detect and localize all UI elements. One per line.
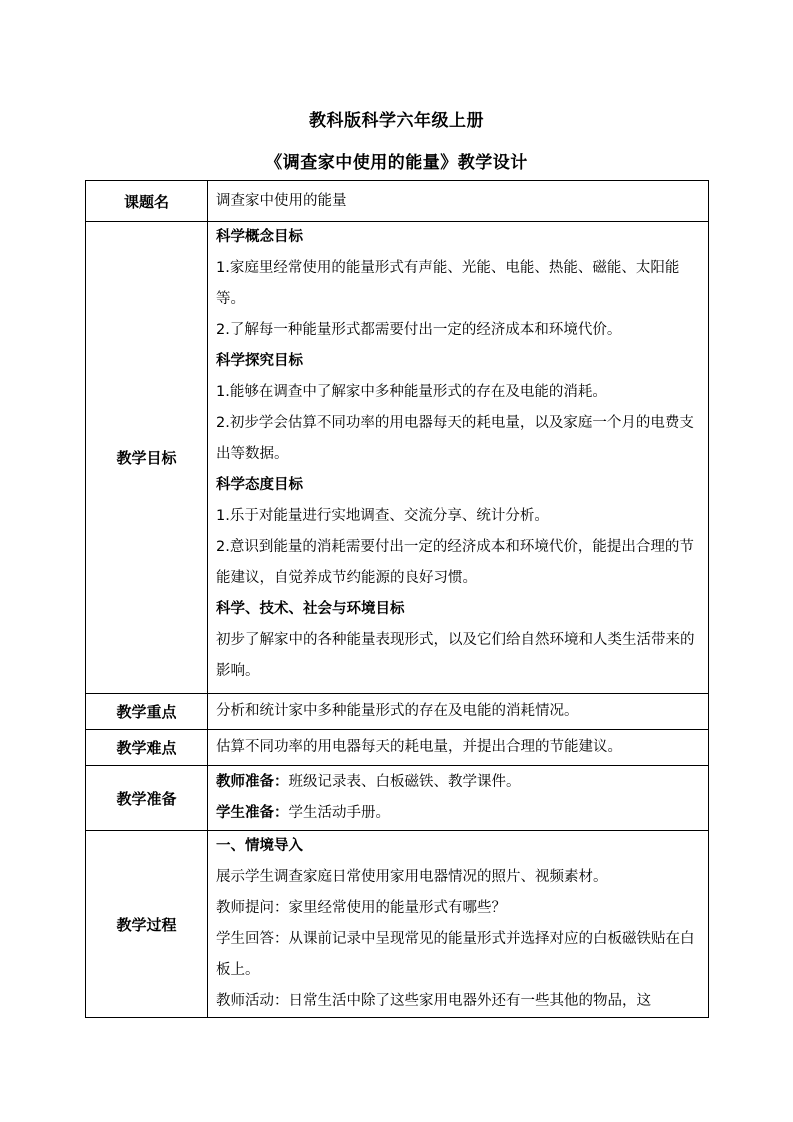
section-heading: 科学、技术、社会与环境目标	[216, 601, 405, 617]
paragraph: 初步了解家中的各种能量表现形式，以及它们给自然环境和人类生活带来的影响。	[216, 632, 695, 679]
teacher-prep-label: 教师准备：	[216, 774, 289, 790]
paragraph: 展示学生调查家庭日常使用家用电器情况的照片、视频素材。	[216, 869, 608, 885]
table-row-prep	[86, 766, 709, 831]
row-label: 课题名	[86, 181, 208, 222]
row-label: 教学过程	[86, 831, 208, 1018]
row-label: 教学重点	[86, 694, 208, 730]
paragraph: 教师活动：日常生活中除了这些家用电器外还有一些其他的物品，这	[216, 993, 651, 1009]
table-row-process	[86, 831, 709, 1018]
section-heading: 一、情境导入	[216, 838, 303, 854]
paragraph: 教师提问：家里经常使用的能量形式有哪些？	[216, 900, 506, 916]
lesson-title: 《调查家中使用的能量》教学设计	[265, 153, 528, 173]
section-heading: 科学概念目标	[216, 229, 303, 245]
student-prep-value: 学生活动手册。	[288, 805, 390, 821]
section-heading: 科学探究目标	[216, 353, 303, 369]
paragraph: 2.初步学会估算不同功率的用电器每天的耗电量，以及家庭一个月的电费支出等数据。	[216, 415, 694, 462]
paragraph: 1.乐于对能量进行实地调查、交流分享、统计分析。	[216, 508, 549, 524]
teacher-prep	[216, 767, 700, 798]
row-label: 教学目标	[86, 222, 208, 694]
teacher-prep-value: 班级记录表、白板磁铁、教学课件。	[288, 774, 521, 790]
row-label: 教学准备	[86, 766, 208, 831]
focus-value: 分析和统计家中多种能量形式的存在及电能的消耗情况。	[216, 703, 579, 719]
table-row-goals	[86, 222, 709, 694]
table-row-focus	[86, 694, 709, 730]
table-row-difficulty	[86, 730, 709, 766]
paragraph: 1.家庭里经常使用的能量形式有声能、光能、电能、热能、磁能、太阳能等。	[216, 260, 680, 307]
difficulty-value: 估算不同功率的用电器每天的耗电量，并提出合理的节能建议。	[216, 739, 622, 755]
table-row-topic	[86, 181, 709, 222]
lesson-plan-table	[85, 180, 709, 1018]
student-prep	[216, 798, 700, 829]
section-heading: 科学态度目标	[216, 477, 303, 493]
document-title: 教科版科学六年级上册	[309, 111, 484, 131]
student-prep-label: 学生准备：	[216, 805, 289, 821]
row-label: 教学难点	[86, 730, 208, 766]
paragraph: 2.意识到能量的消耗需要付出一定的经济成本和环境代价，能提出合理的节能建议，自觉养成节约能源的良好习惯。	[216, 539, 694, 586]
paragraph: 学生回答：从课前记录中呈现常见的能量形式并选择对应的白板磁铁贴在白板上。	[216, 931, 695, 978]
paragraph: 2.了解每一种能量形式都需要付出一定的经济成本和环境代价。	[216, 322, 622, 338]
topic-value: 调查家中使用的能量	[216, 192, 347, 209]
paragraph: 1.能够在调查中了解家中多种能量形式的存在及电能的消耗。	[216, 384, 607, 400]
